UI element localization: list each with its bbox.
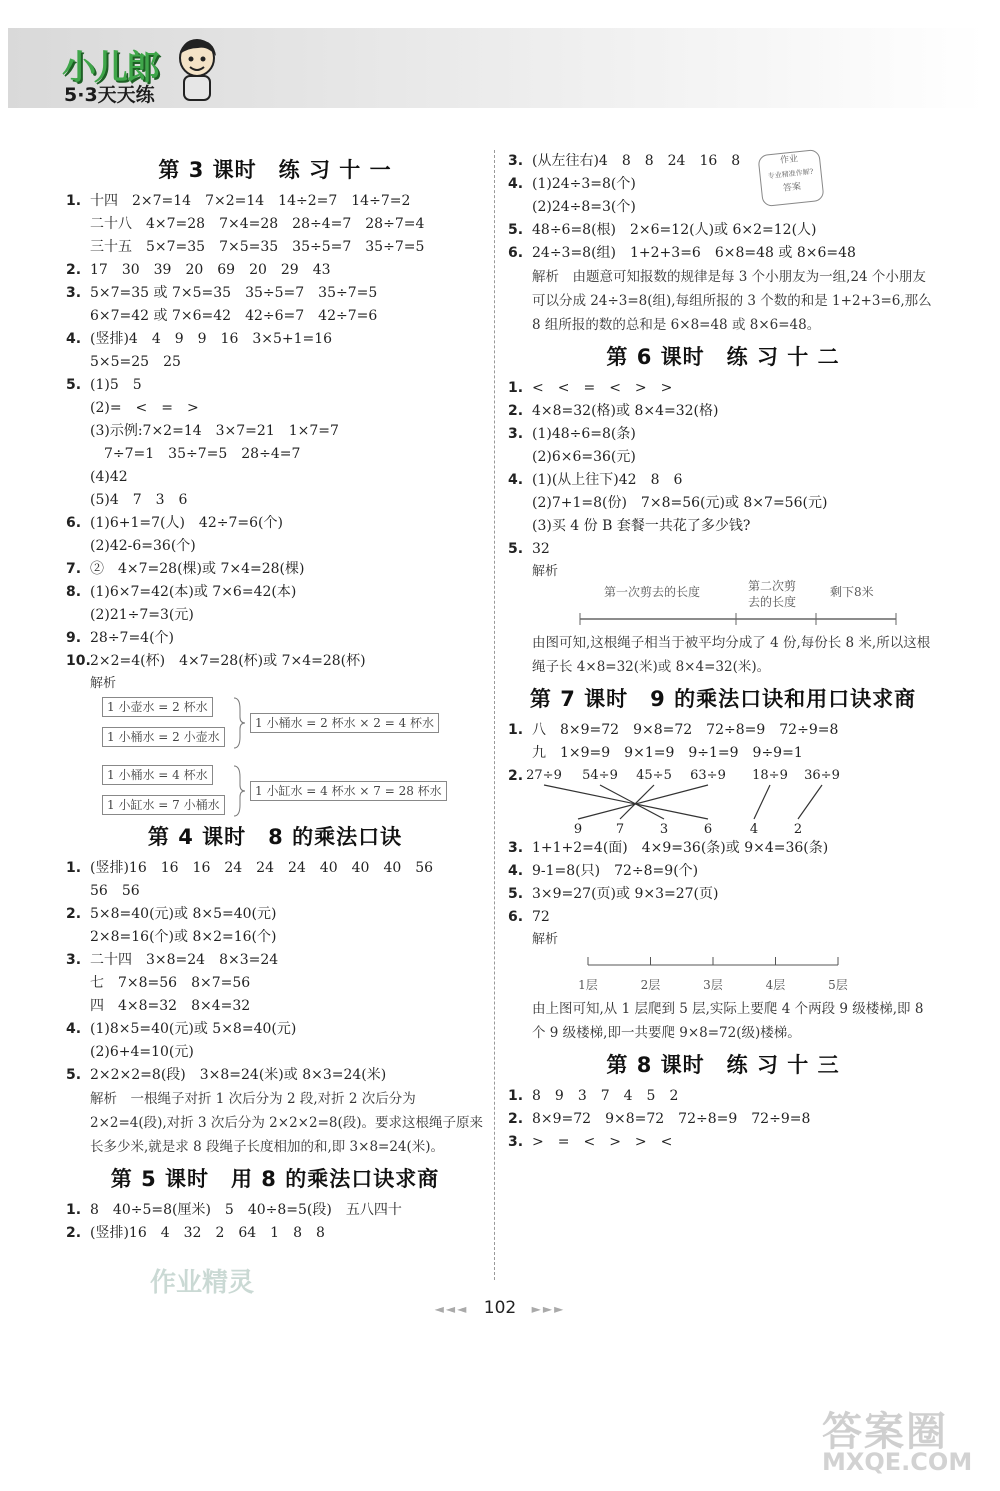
match-expression: 18÷9 [752,768,788,783]
answer-text: 3×9=27(页)或 9×3=27(页) [532,886,719,902]
rope-segment-label: 剩下8米 [830,585,874,599]
answer-number: 2. [66,906,82,922]
answer-line [508,242,938,265]
answer-text: (2)= < = > [90,400,199,416]
lesson-6-answers [508,377,938,561]
answer-line [508,150,938,173]
answer-text: 八 8×9=72 9×8=72 72÷8=9 72÷9=8 [532,722,839,738]
answer-number: 6. [66,515,82,531]
section-title-lesson-3: 第 3 课时 练 习 十 一 [158,158,392,182]
left-column [66,150,484,1245]
answer-text: (从左往右)4 8 8 24 16 8 [532,153,741,169]
lesson-3-answers [66,190,484,673]
diagram-box: 1 小桶水 = 2 小壶水 [102,727,225,747]
answer-number: 4. [508,863,524,879]
answer-text: 72 [532,909,550,925]
answer-text: 七 7×8=56 8×7=56 [90,975,251,991]
answer-number: 6. [508,909,524,925]
answer-line [66,1199,484,1222]
answer-line [508,742,938,765]
answer-number: 3. [508,840,524,856]
answer-line [66,995,484,1018]
answer-number: 3. [508,1134,524,1150]
match-line [754,785,770,819]
right-column [508,150,938,1154]
section-title-lesson-7: 第 7 课时 9 的乘法口诀和用口诀求商 [529,687,917,711]
answer-line [66,512,484,535]
section-title-lesson-4: 第 4 课时 8 的乘法口诀 [147,825,403,849]
answer-line [66,1041,484,1064]
answer-line [66,420,484,443]
match-expression: 36÷9 [804,768,840,783]
section-title-lesson-5: 第 5 课时 用 8 的乘法口诀求商 [110,1167,440,1191]
answer-line [66,259,484,282]
match-expression: 45÷5 [636,768,672,783]
answer-number: 8. [66,584,82,600]
rope-segment-label: 去的长度 [748,595,797,609]
brace-icon [232,697,246,749]
answer-line [508,515,938,538]
analysis-label: 解析 [532,932,559,947]
answer-text: 5×7=35 或 7×5=35 35÷5=7 35÷7=5 [90,285,378,301]
answer-text: (3)示例:7×2=14 3×7=21 1×7=7 [90,423,339,439]
answer-text: (1)6+1=7(人) 42÷7=6(个) [90,515,283,531]
rope-line [578,609,898,629]
match-expression: 54÷9 [582,768,618,783]
answer-text: ② 4×7=28(棵)或 7×4=28(棵) [90,561,305,577]
match-result: 6 [703,822,713,837]
stamp-text: 作业 [779,154,799,167]
answer-number: 3. [508,426,524,442]
answer-text: (竖排)16 16 16 24 24 24 40 40 40 56 [90,860,434,876]
answer-line [66,213,484,236]
answer-number: 3. [66,952,82,968]
answer-number: 2. [66,262,82,278]
section-title-lesson-8: 第 8 课时 练 习 十 三 [606,1053,840,1077]
match-line [544,785,708,819]
answer-text: 十四 2×7=14 7×2=14 14÷2=7 14÷7=2 [90,193,411,209]
answer-text: (竖排)16 4 32 2 64 1 8 8 [90,1225,325,1241]
answer-line [508,377,938,400]
answer-line [508,400,938,423]
answer-text: (5)4 7 3 6 [90,492,188,508]
floors-line [568,951,868,997]
mascot-icon [172,36,222,104]
answer-text: 4×8=32(格)或 8×4=32(格) [532,403,719,419]
answer-line [66,627,484,650]
rope-segment-label: 第二次剪 [748,579,797,593]
answer-text: 7÷7=1 35÷7=5 28÷4=7 [90,446,301,462]
floor-label: 1层 [578,978,598,992]
column-divider [494,150,495,1280]
answer-text: (2)6+4=10(元) [90,1044,194,1060]
answer-number: 4. [66,1021,82,1037]
answer-text: 2×2×2=8(段) 3×8=24(米)或 8×3=24(米) [90,1067,387,1083]
answer-text: 9-1=8(只) 72÷8=9(个) [532,863,699,879]
answer-line [66,949,484,972]
answer-line [508,538,938,561]
answer-number: 4. [66,331,82,347]
answer-line [508,860,938,883]
answer-line [66,926,484,949]
lesson-8-answers [508,1085,938,1154]
page-footer [0,1298,1000,1318]
diagram-box: 1 小缸水 = 4 杯水 × 7 = 28 杯水 [250,781,447,801]
watermark-url: MXQE.COM [822,1448,973,1476]
answer-text: 17 30 39 20 69 20 29 43 [90,262,331,278]
answer-number: 2. [508,1111,524,1127]
lesson-6-analysis: 由图可知,这根绳子相当于被平均分成了 4 份,每份长 8 米,所以这根绳子长 4×8=32(米)或 8×4=32(米)。 [532,635,931,675]
water-diagram [66,695,484,817]
answer-line [508,883,938,906]
answer-line [66,397,484,420]
answer-line [66,857,484,880]
answer-line [66,374,484,397]
match-result: 2 [793,822,803,837]
answer-number: 2. [508,768,524,784]
diagram-box: 1 小壶水 = 2 杯水 [102,697,213,717]
rope-diagram [508,579,938,631]
faint-watermark: 作业精灵 [150,1268,255,1298]
lesson-4-analysis: 解析 一根绳子对折 1 次后分为 2 段,对折 2 次后分为 2×2=4(段),对折 3 次后分为 2×2×2=8(段)。要求这根绳子原来长多少米,就是求 8 段绳子长度相加的和,即 3×8=24(米)。 [90,1091,484,1155]
answer-text: 8 9 3 7 4 5 2 [532,1088,679,1104]
diagram-box: 1 小缸水 = 7 小桶水 [102,795,225,815]
answer-line [66,903,484,926]
answer-text: (1)48÷6=8(条) [532,426,636,442]
answer-line [508,906,938,929]
floor-label: 4层 [765,978,786,992]
answer-number: 3. [508,153,524,169]
answer-number: 1. [66,860,82,876]
answer-number: 5. [66,377,82,393]
answer-text: 2×2=4(杯) 4×7=28(杯)或 7×4=28(杯) [90,653,366,669]
answer-text: (1)8×5=40(元)或 5×8=40(元) [90,1021,297,1037]
analysis-label: 解析 [532,564,559,579]
answer-text: 三十五 5×7=35 7×5=35 35÷5=7 35÷7=5 [90,239,425,255]
answer-line [508,196,938,219]
match-line [578,785,708,819]
stamp-image [757,149,824,207]
answer-line [508,837,938,860]
answer-number: 1. [508,380,524,396]
answer-line [66,328,484,351]
stamp-text: 答案 [782,182,802,194]
answer-line [66,282,484,305]
answer-text: 四 4×8=32 8×4=32 [90,998,251,1014]
answer-text: (1)6×7=42(本)或 7×6=42(本) [90,584,297,600]
answer-text: (4)42 [90,469,128,485]
answer-text: 48÷6=8(根) 2×6=12(人)或 6×2=12(人) [532,222,817,238]
answer-line [508,1108,938,1131]
lesson-7-analysis: 由上图可知,从 1 层爬到 5 层,实际上要爬 4 个两段 9 级楼梯,即 8 个 9 级楼梯,即一共要爬 9×8=72(级)楼梯。 [532,1001,924,1041]
answer-text: 8×9=72 9×8=72 72÷8=9 72÷9=8 [532,1111,811,1127]
answer-number: 1. [66,1202,82,1218]
answer-text: 8 40÷5=8(厘米) 5 40÷8=5(段) 五八四十 [90,1202,402,1218]
match-expression: 27÷9 [526,768,562,783]
matching-lines [508,765,938,837]
answer-line [508,469,938,492]
answer-line [508,219,938,242]
answer-text: (1)5 5 [90,377,142,393]
answer-text: (2)42-6=36(个) [90,538,196,554]
answer-number: 5. [508,541,524,557]
answer-line [66,466,484,489]
answer-line [508,446,938,469]
lesson-5-answers [66,1199,484,1245]
matching-diagram [508,765,938,837]
answer-number: 6. [508,245,524,261]
floors-diagram [508,951,938,997]
answer-text: (1)(从上往下)42 8 6 [532,472,683,488]
answer-number: 1. [508,722,524,738]
answer-text: (2)7+1=8(份) 7×8=56(元)或 8×7=56(元) [532,495,828,511]
answer-text: 6×7=42 或 7×6=42 42÷6=7 42÷7=6 [90,308,378,324]
answer-number: 5. [508,222,524,238]
answer-text: 二十四 3×8=24 8×3=24 [90,952,279,968]
answer-number: 9. [66,630,82,646]
answer-text: (3)买 4 份 B 套餐一共花了多少钱? [532,518,751,534]
answer-line [508,173,938,196]
answer-text: 5×5=25 25 [90,354,181,370]
answer-line [508,1085,938,1108]
answer-line [66,972,484,995]
answer-text: 九 1×9=9 9×1=9 9÷1=9 9÷9=1 [532,745,803,761]
lesson-5-answers-continued [508,150,938,265]
answer-line [508,719,938,742]
answer-text: (2)24÷8=3(个) [532,199,636,215]
answer-line [66,650,484,673]
answer-text: > = < > > < [532,1134,673,1150]
rope-segment-label: 第一次剪去的长度 [604,585,701,599]
answer-text: (2)21÷7=3(元) [90,607,194,623]
answer-number: 1. [508,1088,524,1104]
lesson-4-answers [66,857,484,1087]
answer-number: 3. [66,285,82,301]
diagram-box: 1 小桶水 = 4 杯水 [102,765,213,785]
answer-line [66,604,484,627]
answer-text: 二十八 4×7=28 7×4=28 28÷4=7 28÷7=4 [90,216,425,232]
answer-line [66,880,484,903]
answer-text: 24÷3=8(组) 1+2+3=6 6×8=48 或 8×6=48 [532,245,856,261]
match-line [798,785,822,819]
stamp-text: 专业精准作解? [767,167,814,181]
match-result: 9 [573,822,583,837]
prev-arrows-icon: ◄◄◄ [434,1302,469,1316]
answer-number: 2. [508,403,524,419]
floor-label: 5层 [828,978,848,992]
answer-line [508,1131,938,1154]
answer-text: 2×8=16(个)或 8×2=16(个) [90,929,277,945]
answer-line [66,535,484,558]
logo-title: 小儿郎 [62,48,158,88]
answer-line [66,581,484,604]
answer-number: 4. [508,176,524,192]
brace-icon [232,765,246,817]
section-title-lesson-6: 第 6 课时 练 习 十 二 [606,345,840,369]
answer-text: 1+1+2=4(面) 4×9=36(条)或 9×4=36(条) [532,840,829,856]
answer-number: 5. [508,886,524,902]
lesson-7-answers [508,719,938,765]
analysis-label: 解析 [90,676,117,691]
answer-text: 56 56 [90,883,140,899]
answer-text: (竖排)4 4 9 9 16 3×5+1=16 [90,331,333,347]
match-result: 4 [749,822,759,837]
floor-label: 3层 [703,978,723,992]
answer-text: 5×8=40(元)或 8×5=40(元) [90,906,277,922]
answer-text: (1)24÷3=8(个) [532,176,636,192]
answer-line [66,489,484,512]
lesson-7-answers-b [508,837,938,929]
answer-number: 7. [66,561,82,577]
lesson-5-analysis: 解析 由题意可知报数的规律是每 3 个小朋友为一组,24 个小朋友可以分成 24÷3=8(组),每组所报的 3 个数的和是 1+2+3=6,那么 8 组所报的数的总和是 6×8=48 或 8×6=48。 [532,269,932,333]
answer-line [508,492,938,515]
answer-line [66,351,484,374]
answer-line [508,423,938,446]
diagram-box: 1 小桶水 = 2 杯水 × 2 = 4 杯水 [250,713,439,733]
answer-number: 5. [66,1067,82,1083]
logo-subtitle: 5·3天天练 [64,84,155,106]
watermark-brand: 答案圈 [822,1409,948,1455]
answer-line [66,236,484,259]
answer-line [66,1018,484,1041]
answer-number: 2. [66,1225,82,1241]
match-expression: 63÷9 [690,768,726,783]
floor-label: 2层 [640,978,661,992]
answer-text: < < = < > > [532,380,673,396]
answer-text: (2)6×6=36(元) [532,449,636,465]
answer-number: 4. [508,472,524,488]
match-line [600,785,664,819]
answer-line [66,558,484,581]
match-result: 3 [659,822,669,837]
answer-line [66,443,484,466]
answer-text: 32 [532,541,550,557]
page-number: 102 [483,1298,517,1318]
answer-line [66,305,484,328]
match-result: 7 [615,822,625,837]
answer-line [66,190,484,213]
answer-line [66,1064,484,1087]
next-arrows-icon: ►►► [531,1302,566,1316]
answer-number: 1. [66,193,82,209]
answer-text: 28÷7=4(个) [90,630,175,646]
answer-number: 10. [66,653,91,669]
answer-line [66,1222,484,1245]
